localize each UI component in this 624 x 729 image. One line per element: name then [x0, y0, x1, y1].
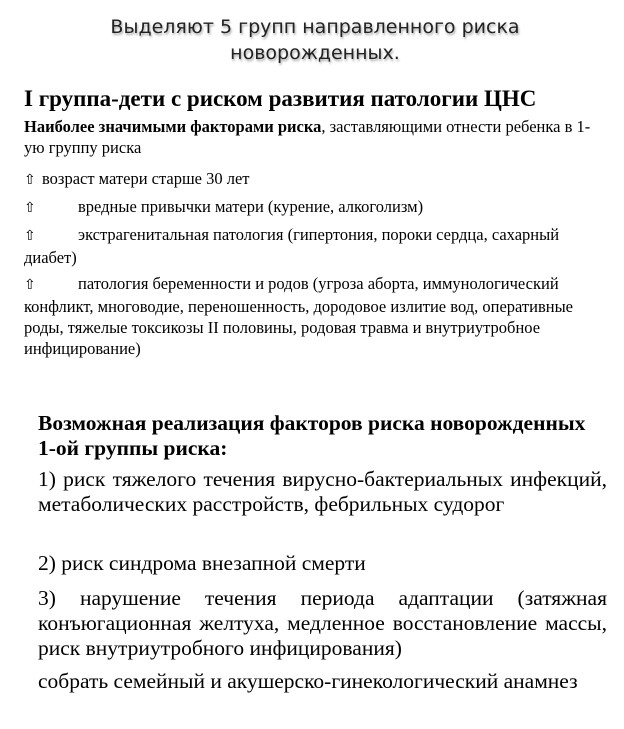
realization-item: 3) нарушение течения периода адаптации (затяжная конъюгационная желтуха, медленное восстановление массы, риск внутриутробного инфицирования) [38, 586, 607, 660]
risk-factor-text: вредные привычки матери (курение, алкоголизм) [78, 197, 424, 216]
risk-factor-text: патология беременности и родов (угроза аборта, иммунологический конфликт, многоводие, переношенность, дородовое излитие вод, оперативные роды, тяжелые токсикозы II половины, родовая травма и внутриутробное инфицирование) [24, 274, 573, 358]
risk-factor-item [24, 196, 598, 219]
intro-rest-text: , заставляющими отнести ребенка в 1-ую группу риска [24, 117, 591, 157]
slide-title-line-2: новорожденных. [230, 42, 400, 64]
realization-heading: Возможная реализация факторов риска новорожденных 1-ой группы риска: [38, 411, 586, 460]
risk-factor-item [24, 168, 598, 191]
realization-item: собрать семейный и акушерско-гинекологический анамнез [38, 669, 578, 693]
up-arrow-icon: ⇧ [24, 200, 36, 216]
risk-factor-item [24, 224, 598, 268]
risk-factor-item [24, 273, 598, 359]
intro-bold-text: Наиболее значимыми факторами риска [24, 117, 322, 136]
up-arrow-icon: ⇧ [24, 172, 36, 188]
slide-title [60, 14, 570, 66]
intro-paragraph [24, 116, 598, 158]
realization-item: 1) риск тяжелого течения вирусно-бактериальных инфекций, метаболических расстройств, фебрильных судорог [38, 467, 607, 516]
slide-title-line-1: Выделяют 5 групп направленного риска [110, 16, 520, 38]
risk-factor-text: экстрагенитальная патология (гипертония, пороки сердца, сахарный диабет) [24, 225, 560, 267]
up-arrow-icon: ⇧ [24, 277, 36, 293]
group-heading: I группа-дети с риском развития патологии ЦНС [24, 86, 537, 111]
risk-factor-text: возраст матери старше 30 лет [42, 169, 250, 188]
realization-item: 2) риск синдрома внезапной смерти [38, 551, 366, 575]
up-arrow-icon: ⇧ [24, 228, 36, 244]
